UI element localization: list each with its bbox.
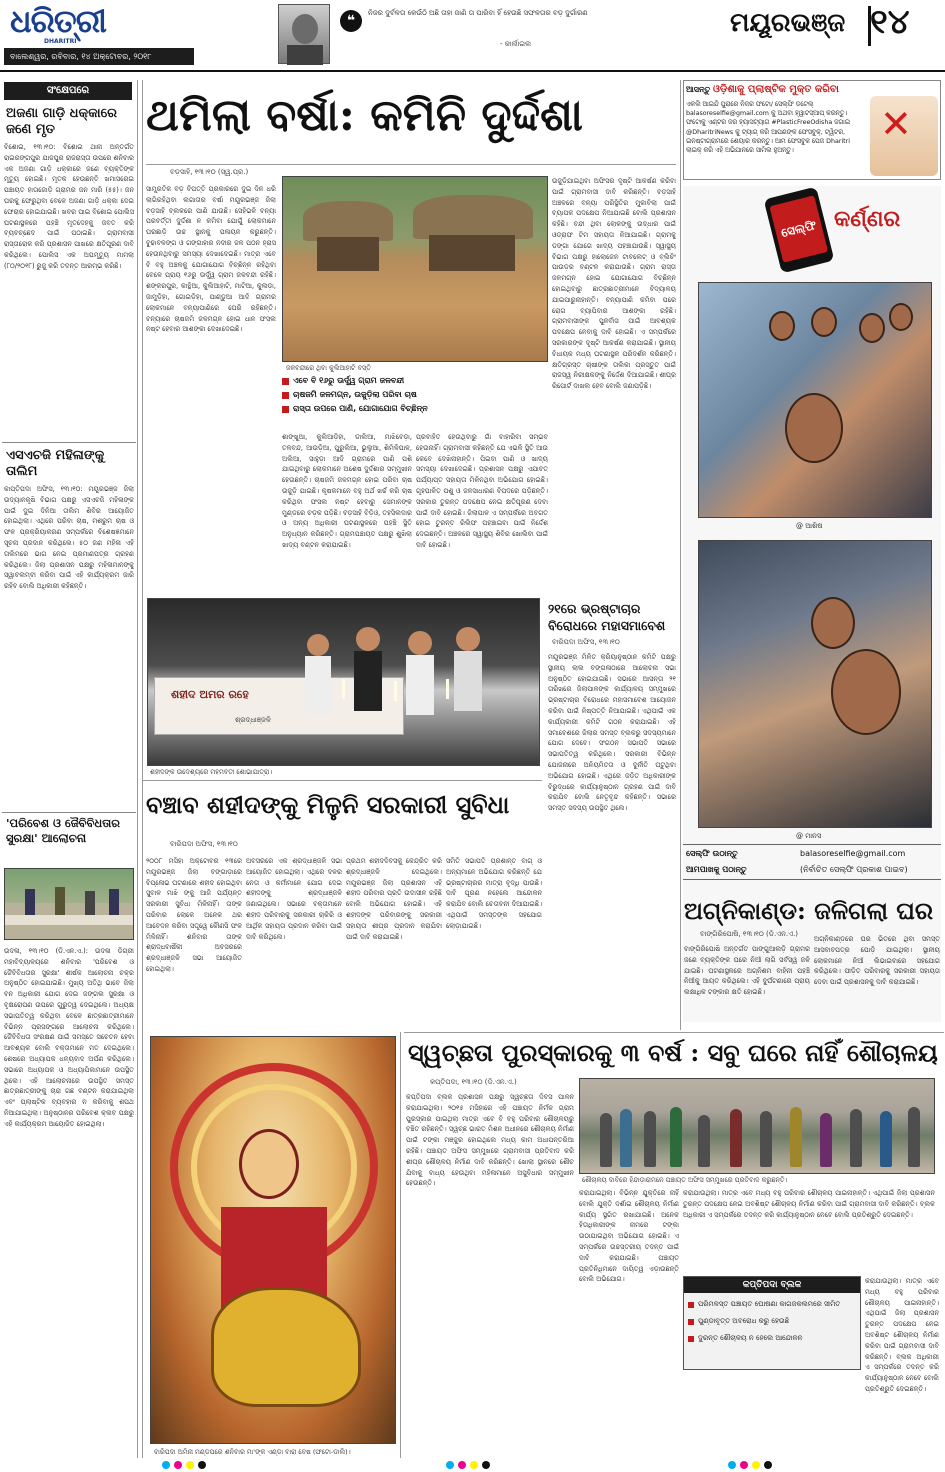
flood-col-1: ସାମ୍ପ୍ରତିକ ବଡ଼ ବିପତ୍ତି ପ୍ରକାରରେ ଦୁଇ ଦିନ ଧରି ଲାଗିରହିଥିବା ଲଗାତାର ବର୍ଷା ମୟୂରଭଞ୍ଜ ଜିଲା ବଡ଼ସାହି ବ୍ଲକରେ ପାଣି ଯାଉଛି। ସେହିଭଳି ବନ୍ୟା ପରବର୍ତ୍ତୀ ଦୁର୍ଦ୍ଦଶା ନ କମିବା ଯୋଗୁଁ ଲୋକମାନେ ଘରଛାଡ଼ି ଉଚ୍ଚ ସ୍ଥାନକୁ ପଳାୟନ କରୁଛନ୍ତି। ବୁଢାବଳଙ୍ଗ ଓ ଗଙ୍ଗାହାର ନଦୀର ଜଳ ପଠନ ହ୍ରାସ ହେଉନଥିବାରୁ ସମସ୍ୟା ଦେଖାଦେଇଛି। ମାତ୍ର ଏବେ ବି ବହୁ ଅଞ୍ଚଳକୁ ଯୋଗାଯୋଗ ବିଚ୍ଛିନ୍ନ ରହିଥିବା ବେଳେ ପ୍ରାୟ ୧୬ରୁ ଊର୍ଦ୍ଧ୍ୱ ଗ୍ରାମ ଜଳବନ୍ଦୀ ରହିଛି। ଶଙ୍କରପୁର, କାନ୍ଥିଆ, କୁଲିଆହାଟି, ମାଟିଆ, କୁଲଡ଼ା, ଜାମୁଡ଼ିହା, ଗୋଇଡ଼ିହା, ପାଣ୍ଡୁଆ ଆଦି ଗ୍ରାମର ଲୋକମାନେ ବନ୍ୟାପାଣିରେ ଘେରି ରହିଛନ୍ତି। ବନ୍ୟାରେ ଚାଷଜମି ଜଳମଗ୍ନ ହୋଇ ଧାନ ଫସଲ ନଷ୍ଟ ହେବାର ଆଶଙ୍କା ଦେଖାଦେଇଛି। [146, 185, 276, 334]
toilet-col-3: କରାଯାଉଥିଲା। ମାତ୍ର ଏବେ ମଧ୍ୟ ବହୁ ପରିବାର ଶୌଚାଳୟ ପାଇନାହାନ୍ତି। ଏଥିପାଇଁ ଜିଲା ପ୍ରଶାସନ ତୁରନ୍ତ ପଦକ୍ଷେପ ନେଇ ଅବଶିଷ୍ଟ ଶୌଚାଳୟ ନିର୍ମାଣ କରିବା ପାଇଁ ଗ୍ରାମବାସୀ ଦାବି କରିଛନ୍ତି। ବ୍ଲକ ଅଧିକାରୀ ଏ ସମ୍ପର୍କରେ ତଦନ୍ତ କରି କାର୍ଯ୍ୟାନୁଷ୍ଠାନ ନେବେ ବୋଲି ପ୍ରତିଶ୍ରୁତି ଦେଇଛନ୍ତି। [683, 1189, 935, 1219]
selfie-banner [700, 190, 930, 270]
toilet-headline: ସ୍ୱଚ୍ଛତା ପୁରସ୍କାରକୁ ୩ ବର୍ଷ : ସବୁ ଘରେ ନାହିଁ ଶୌଚାଳୟ [408, 1038, 938, 1067]
toilet-protest-photo [579, 1078, 935, 1174]
toilet-col-4: କରାଯାଉଥିଲା। ମାତ୍ର ଏବେ ମଧ୍ୟ ବହୁ ପରିବାର ଶୌଚାଳୟ ପାଇନାହାନ୍ତି। ଏଥିପାଇଁ ଜିଲା ପ୍ରଶାସନ ତୁରନ୍ତ ପଦକ୍ଷେପ ନେଇ ଅବଶିଷ୍ଟ ଶୌଚାଳୟ ନିର୍ମାଣ କରିବା ପାଇଁ ଗ୍ରାମବାସୀ ଦାବି କରିଛନ୍ତି। ବ୍ଲକ ଅଧିକାରୀ ଏ ସମ୍ପର୍କରେ ତଦନ୍ତ କରି କାର୍ଯ୍ୟାନୁଷ୍ଠାନ ନେବେ ବୋଲି ପ୍ରତିଶ୍ରୁତି ଦେଇଛନ୍ତି। [865, 1277, 939, 1393]
corner-word: କର୍ଣ୍ଣର [834, 206, 901, 232]
martyr-col-1: ୨୦୦୮ ମସିହା ଅକ୍ଟୋବର ୧୩ରେ ମୟୂରଭଞ୍ଜ ଜିଲା ବଙ୍ଗାଡ଼ାରେ ବିପ୍ଳୋଭ ଘଟଣାରେ ଶହୀଦ ହୋଇଥିବା ସୁବାଳ ମାଝି ଙ୍କୁ ଆଜି ପର୍ଯ୍ୟନ୍ତ ସରକାରୀ ସୁବିଧା ମିଳିନାହିଁ। ତାଙ୍କ ପରିବାର ଲୋକେ ଅନେକ ଥର ଆବେଦନ କରିବା ସତ୍ତ୍ୱେ କୌଣସି ଫଳ ମିଳିନାହିଁ। ଶନିବାର ତାଙ୍କ ଶ୍ରାଦ୍ଧବାର୍ଷିକୀ ଅବସରରେ ଶ୍ରଦ୍ଧାଞ୍ଜଳି ସଭା ଆୟୋଜିତ ହୋଇଥିଲା। [146, 857, 242, 973]
brief-2-body: କାପ୍ତିପଦା ଅଫିସ, ୧୩।୧୦: ମୟୂରଭଞ୍ଜ ଜିଲା ଉଦ୍ୟାନକୃଷି ବିଭାଗ ପକ୍ଷରୁ ଏସଏଚଜି ମହିଳାଙ୍କ ପାଇଁ ଦୁଇ ଦିନିଆ ତାଲିମ ଶିବିର ଆୟୋଜିତ ହୋଇଥିଲା। ଏଥିରେ ପରିବା ଚାଷ, ମଶରୁମ ଚାଷ ଓ ଫଳ ପ୍ରକ୍ରିୟାକରଣ ସମ୍ପର୍କରେ ବିଶେଷଜ୍ଞମାନେ ସୂଚନା ପ୍ରଦାନ କରିଥିଲେ। ୫୦ ଜଣ ମହିଳା ଏହି ତାଲିମରେ ଭାଗ ନେଇ ପ୍ରମାଣପତ୍ର ଗ୍ରହଣ କରିଥିଲେ। ଜିଲା ପ୍ରଶାସନ ପକ୍ଷରୁ ମହିଳାମାନଙ୍କୁ ସ୍ୱାବଲମ୍ବୀ କରିବା ପାଇଁ ଏହି କାର୍ଯ୍ୟକ୍ରମ ଜାରି ରହିବ ବୋଲି ଅଧିକାରୀ କହିଛନ୍ତି। [4, 485, 134, 591]
flood-byline: ବଡ଼ସାହି, ୧୩।୧୦ (ସ୍ୱ.ପ୍ର.) [170, 168, 249, 176]
brief-1-headline: ଅଜଣା ଗାଡ଼ି ଧକ୍କାରେ ଜଣେ ମୃତ [6, 106, 118, 137]
seminar-scene-icon [5, 869, 134, 940]
no-plastic-hands-image [870, 96, 938, 176]
brief-1-body: ବିଶୋଇ, ୧୩।୧୦: ବିଶୋଇ ଥାନା ଅନ୍ତର୍ଗତ ରାଇରଙ୍ଗପୁର ଯାଜପୁର ରାଜରାସ୍ତା ଉପରେ ଶନିବାର ଏକ ଅଜଣା ଗାଡ଼ି ଧକ୍କାରେ ଜଣେ ବ୍ୟକ୍ତିଙ୍କ ମୃତ୍ୟୁ ହୋଇଛି। ମୃତକ ହେଉଛନ୍ତି ଖମାସରେଇ ପଞ୍ଚାୟତ ହାତାଜୋଡ଼ି ଗ୍ରାମର ଜନ ମାରି (୫୫)। ଜନ ଘରକୁ ଫେରୁଥିବା ବେଳେ ଅଜଣା ଗାଡ଼ି ଧକ୍କା ଦେଇ ଫେରାର ହୋଇଯାଇଛି। ଖବର ପାଇ ବିଶୋଇ ପୋଲିସ ଘଟଣାସ୍ଥଳରେ ପହଞ୍ଚି ମୃତଦେହକୁ ଜବତ କରି ବ୍ୟବଚ୍ଛେଦ ପାଇଁ ପଠାଇଛି। ଗ୍ରାମବାସୀ ରାସ୍ତାରୋକ କରି ପ୍ରଶାସନ ପାଖରେ କ୍ଷତିପୂରଣ ଦାବି କରିଥିଲେ। ପୋଲିସ ଏକ ଅପମୃତ୍ୟୁ ମାମଲା (୮୦/୨୦୧୮) ରୁଜୁ କରି ତଦନ୍ତ ଆରମ୍ଭ କରିଛି। [4, 143, 134, 270]
factbox-title: କପ୍ତିପଦା ବ୍ଲକ [684, 1277, 860, 1293]
district-name: ମୟୂରଭଞ୍ଜ [730, 8, 846, 38]
flood-col-3: ପ୍ରବାହିତ ହେଉଥିବାରୁ ଗାଁ ବାହାରିବା ସମ୍ଭବ ହେଉନାହିଁ। ଗ୍ରାମବାସୀ କହିଛନ୍ତି ଯେ ଏଭଳି ସ୍ଥିତି ଆଉ କେବେ ଦେଖିନାହାନ୍ତି। ପିଇବା ପାଣି ଓ ଖାଦ୍ୟ ସମସ୍ୟା ଦେଖାଦେଇଛି। ପ୍ରଶାସନ ପକ୍ଷରୁ ଏଯାବତ୍ ପର୍ଯ୍ୟାପ୍ତ ସହାୟତା ମିଳିନଥିବା ଅଭିଯୋଗ ହୋଇଛି। ଗୃହପାଳିତ ପଶୁ ଓ ଜନସାଧାରଣ ବିପଦରେ ପଡ଼ିଛନ୍ତି। ସରକାର ତୁରନ୍ତ ପଦକ୍ଷେପ ନେଇ କ୍ଷତିପୂରଣ ଦେବା ପାଇଁ ଦାବି ହୋଇଛି। ଜିଲାପାଳ ଏ ସମ୍ପର୍କରେ ଅବଗତ ହୋଇ ତୁରନ୍ତ ରିଲିଫ ପହଞ୍ଚାଇବା ପାଇଁ ନିର୍ଦ୍ଦେଶ ଦେଇଛନ୍ତି। ଅଞ୍ଚଳରେ ସ୍ୱାସ୍ଥ୍ୟ ଶିବିର ଖୋଲିବା ପାଇଁ ଦାବି ହୋଇଛି। [416, 433, 548, 549]
factbox-item: ଦୁରନ୍ତ ଶୌଚାଳୟ ନ ହେଲେ ଆନ୍ଦୋଳନ [684, 1333, 860, 1344]
brief-3-headline: 'ପରିବେଶ ଓ ଜୈବିବିଧତାର ସୁରକ୍ଷା' ଆଲୋଚନା [6, 816, 120, 845]
highlight-item: ଏବେ ବି ୧୬ରୁ ଊର୍ଦ୍ଧ୍ୱ ଗ୍ରାମ ଜଳବନ୍ଦୀ [282, 374, 548, 388]
selfie-photo-1 [698, 282, 932, 518]
promo-heading: ଆସନ୍ତୁ ଓଡ଼ିଶାକୁ ପ୍ଲାଷ୍ଟିକ ମୁକ୍ତ କରିବା [686, 84, 839, 95]
page-number: ୧୪ [870, 2, 910, 42]
flood-photo-caption: ଜଳବନ୍ଦୀରେ ଥିବା କୁଲିଆହାଟି ବସ୍ତି [286, 364, 371, 372]
selfie-2-credit: @ ମାନସ [796, 832, 822, 840]
fire-byline: ବାଙ୍ଗିରିପୋଷି, ୧୩।୧୦ (ଡି.ଏନ.ଏ.) [700, 930, 799, 938]
portrait-icon [279, 5, 331, 65]
martyr-col-2: ଅବସରରେ ଏକ ଶ୍ରଦ୍ଧାଞ୍ଜଳି ସଭା ଆୟୋଜିତ ହୋଇଥିଲା। ଏଥିରେ ଦଳର ନେତା ଓ କର୍ମୀମାନେ ଯୋଗ ଦେଇ ଶହୀଦଙ୍କୁ ଶ୍ରଦ୍ଧାଞ୍ଜଳି ଜଣାଇଥିଲେ। ସଭାରେ ବକ୍ତାମାନେ ଶହୀଦ ପରିବାରକୁ ସରକାରୀ ଚାକିରି ଓ ଆର୍ଥିକ ସହାୟତା ପ୍ରଦାନ କରିବା ପାଇଁ ଦାବି କରିଥିଲେ। [246, 857, 342, 941]
brief-2-headline: ଏସଏଚଜି ମହିଳାଙ୍କୁ ତାଲିମ [6, 448, 105, 479]
fire-col-1: ବାଙ୍ଗିରିପୋଷି ଅନ୍ତର୍ଗତ ପାଙ୍ଗୁଆଲଡ଼ି ଗ୍ରାମର ଜଣେ ବ୍ୟକ୍ତିଙ୍କ ଘରେ ନିଆଁ ଲାଗି ସର୍ବସ୍ୱ ଜଳି ଯାଇଛି। ଘଟଣାସ୍ଥଳରେ ଅଗ୍ନିଶମ ବାହିନୀ ପହଞ୍ଚି ନିଆଁକୁ ଆୟତ କରିଥିଲେ। ଏହି ଦୁର୍ଘଟଣାରେ ପ୍ରାୟ ଲକ୍ଷାଧିକ ଟଙ୍କାର କ୍ଷତି ହୋଇଛି। [684, 945, 810, 997]
quote-author-portrait [278, 4, 330, 64]
quote-text: ନିଜର ଦୁର୍ବଳତା କେଉଁଠି ଅଛି ତାହା ଜାଣି ତା ପାରିବା ହିଁ ହେଉଛି ସଫଳତାର ବଡ଼ ଦୁର୍ଗାରଣ [368, 9, 588, 17]
martyr-headline: ବଞ୍ଚାବ ଶହୀଦଙ୍କୁ ମିଳୁନି ସରକାରୀ ସୁବିଧା [146, 790, 510, 819]
protest-headline: ୨୧ରେ ଭ୍ରଷ୍ଟାଚାର ବିରୋଧରେ ମହାସମାବେଶ [548, 601, 666, 633]
martyr-col-4: ସମିତି ସଭାପତି ପ୍ରଶାନ୍ତ ବାଗ୍ ଓ ଅନ୍ୟମାନେ ଅଭିଯୋଗ କରିଛନ୍ତି ଯେ ଭ୍ରଷ୍ଟାଚାରର ମାତ୍ରା ବୃଦ୍ଧି ପାଉଛି। ଦାବି ପୂରଣ ନହେଲେ ଆନ୍ଦୋଳନ କରାଯିବ ବୋଲି ଚେତାବନୀ ଦିଆଯାଇଛି। ଏଥିପାଇଁ ସମସ୍ତଙ୍କ ସହଯୋଗ ଲୋଡ଼ାଯାଇଛି। [446, 857, 542, 930]
newspaper-logo: ଧରିତ୍ରୀ [10, 2, 106, 40]
print-registration-strip [0, 1458, 945, 1472]
factbox-item: ପରିମଳସ୍ତ ପଞ୍ଚାୟତ ଘୋଷଣା କାଗଜକଲମରେ ସୀମିତ [684, 1299, 860, 1310]
protest-body: ମୟୂରଭଞ୍ଜ ମିଳିତ କ୍ରିୟାନୁଷ୍ଠାନ କମିଟି ପକ୍ଷରୁ ସ୍ଥାନୀୟ ଲାଲ ବଙ୍ଗଳାଠାରେ ଆଲୋଚନା ସଭା ଅନୁଷ୍ଠିତ ହୋଇଯାଇଛି। ସଭାରେ ଆସନ୍ତା ୨୧ ତାରିଖରେ ଜିଲାପାଳଙ୍କ କାର୍ଯ୍ୟାଳୟ ସମ୍ମୁଖରେ ଭ୍ରଷ୍ଟାଚାର ବିରୋଧରେ ମହାସମାବେଶ ଆୟୋଜନ କରିବା ପାଇଁ ନିଷ୍ପତ୍ତି ନିଆଯାଇଛି। ଏଥିପାଇଁ ଏକ କାର୍ଯ୍ୟକାରୀ କମିଟି ଗଠନ କରାଯାଇଛି। ଏହି ସମାବେଶରେ ଜିଲାର ସମସ୍ତ ବ୍ଲକରୁ ସଦସ୍ୟମାନେ ଯୋଗ ଦେବେ। ସଂଗଠନ ସଭାପତି ସଭାରେ ସଭାପତିତ୍ୱ କରିଥିଲେ। ସରକାରୀ ବିଭିନ୍ନ ଯୋଜନାରେ ଅନିୟମିତତା ଓ ଦୁର୍ନୀତି ଘଟୁଥିବା ଅଭିଯୋଗ ହୋଇଛି। ଏଥିରେ ଜଡ଼ିତ ଅଧିକାରୀଙ୍କ ବିରୁଦ୍ଧରେ କାର୍ଯ୍ୟାନୁଷ୍ଠାନ ଗ୍ରହଣ ପାଇଁ ଦାବି କରାଯିବ ବୋଲି ନେତୃବୃନ୍ଦ କହିଛନ୍ତି। ସଭାରେ ସମସ୍ତ ସଦସ୍ୟ ଉପସ୍ଥିତ ଥିଲେ। [548, 653, 676, 813]
fire-col-2: ଅଗ୍ନିକାଣ୍ଡରେ ଘର ଭିତରେ ଥିବା ସମସ୍ତ ଆସବାବପତ୍ର ପୋଡ଼ି ଯାଇଥିଲା। ସ୍ଥାନୀୟ ଲୋକମାନେ ନିଆଁ ଲିଭାଇବାରେ ସହଯୋଗ କରିଥିଲେ। ପୀଡ଼ିତ ପରିବାରକୁ ସରକାରୀ ସହାୟତା ଦେବା ପାଇଁ ପ୍ରଶାସନକୁ ଦାବି କରାଯାଇଛି। [814, 935, 940, 987]
brief-3-body: ଉଦଳା, ୧୩।୧୦ (ଡି.ଏନ.ଏ.): ଉଦଳା ଡିଗ୍ରୀ ମହାବିଦ୍ୟାଳୟରେ ଶନିବାର 'ପରିବେଶ ଓ ଜୈବିବିଧତାର ସୁରକ୍ଷା' ଶୀର୍ଷକ ଆଲୋଚନା ଚକ୍ର ଅନୁଷ୍ଠିତ ହୋଇଯାଇଛି। ମୁଖ୍ୟ ଅତିଥି ଭାବେ ଜିଲା ବନ ଅଧିକାରୀ ଯୋଗ ଦେଇ ଜଙ୍ଗଲ ସୁରକ୍ଷା ଓ ବୃକ୍ଷରୋପଣ ଉପରେ ଗୁରୁତ୍ୱ ଦେଇଥିଲେ। ଅଧ୍ୟକ୍ଷ ସଭାପତିତ୍ୱ କରିଥିବା ବେଳେ ଛାତ୍ରଛାତ୍ରୀମାନେ ବିଭିନ୍ନ ପ୍ରସଙ୍ଗରେ ଆଲୋଚନା କରିଥିଲେ। ଜୈବିବିଧତା ସଂରକ୍ଷଣ ପାଇଁ ସମସ୍ତେ ସଚେତନ ହେବା ଆବଶ୍ୟକ ବୋଲି ବକ୍ତାମାନେ ମତ ଦେଇଥିଲେ। ଶେଷରେ ଅଧ୍ୟାପକ ଧନ୍ୟବାଦ ଅର୍ପଣ କରିଥିଲେ। ସଭାରେ ଅଧ୍ୟାପକ ଓ ଅଧ୍ୟାପିକାମାନେ ଉପସ୍ଥିତ ଥିଲେ। ଏହି ଆଲୋଚନାରେ ଉପସ୍ଥିତ ସମସ୍ତ ଛାତ୍ରଛାତ୍ରୀଙ୍କୁ ଚାରା ଗଛ ବଣ୍ଟନ କରାଯାଇଥିଲା ଏବଂ ପ୍ଲାଷ୍ଟିକ ବ୍ୟବହାର ନ କରିବାକୁ ଶପଥ ନିଆଯାଇଥିଲା। ଅନୁଷ୍ଠାନର ପରିବେଶ କ୍ଲବ ପକ୍ଷରୁ ଏହି କାର୍ଯ୍ୟକ୍ରମ ଆୟୋଜିତ ହୋଇଥିଲା। [4, 947, 134, 1128]
seminar-photo [4, 868, 134, 940]
selfie-contact-label: ସେଲ୍ଫି ଉଠାନ୍ତୁ ଆମପାଖକୁ ପଠାନ୍ତୁ [686, 849, 747, 874]
phone-icon: ସେଲ୍ଫି [764, 187, 835, 274]
section-label: ସଂକ୍ଷେପରେ [4, 82, 132, 100]
flood-col-2: ଶାଙ୍ଖୁଆ, କୁଲିଆଡ଼ିହା, ଡାଲିଆ, ମାଝିବେଡ଼ା, ତଳବନ୍ଦ, ଆଉଡ଼ିଆ, ପୁରୁଲିଆ, ଭୁଲୁଆ, ଶିମିଳିପାଳ, ଅଲିଆ, ସାହୁଡ଼ା ଆଦି ଗ୍ରାମରେ ପାଣି ପଶି ଯାଇଥିବାରୁ ଲୋକମାନେ ଅଶେଷ ଦୁର୍ଦ୍ଦଶାର ସମ୍ମୁଖୀନ ହେଉଛନ୍ତି। ଚାଷଜମି ଜଳମଗ୍ନ ହୋଇ ପରିବା ଚାଷ ଉଜୁଡ଼ି ଯାଇଛି। କୃଷକମାନେ ବହୁ ଅର୍ଥ ଖର୍ଚ୍ଚ କରି ଚାଷ କରିଥିବା ଫସଲ ନଷ୍ଟ ହେବାରୁ ସେମାନଙ୍କ ମୁଣ୍ଡରେ ଚଡ଼କ ପଡ଼ିଛି। ବଡ଼ସାହି ବିଡ଼ିଓ, ତହସିଲଦାର ଓ ଅନ୍ୟ ଅଧିକାରୀ ଘଟଣାସ୍ଥଳରେ ପହଞ୍ଚି ସ୍ଥିତି ଅନୁଧ୍ୟାନ କରିଛନ୍ତି। ଗ୍ରାମପଞ୍ଚାୟତ ପକ୍ଷରୁ ଶୁଖିଲା ଖାଦ୍ୟ ବଣ୍ଟନ କରାଯାଇଛି। [282, 433, 412, 549]
logo-subtitle: DHARITRI [44, 38, 77, 45]
martyr-col-3: ପ୍ରଥମ ଶହୀଦଦିବସକୁ କେନ୍ଦ୍ରିତ କରି ଶ୍ରଦ୍ଧାଞ୍ଜଳି ଦେଇଥିଲେ। ମୟୂରଭଞ୍ଜ ଜିଲା ପ୍ରଶାସନ ଏହି ଶହୀଦ ପରିବାର ପ୍ରତି ଉଦାସୀନ ରହିଛି ବୋଲି ଅଭିଯୋଗ ହୋଇଛି। ଏହି ଶହୀଦଙ୍କ ପରିବାରଙ୍କୁ ସରକାରୀ ସହାୟତା ଶୀଘ୍ର ପ୍ରଦାନ କରାଯିବା ପାଇଁ ଦାବି କରାଯାଇଛି। [346, 857, 442, 941]
toilet-col-2: କରାଯାଇଥିଲା। ବିଭିନ୍ନ ଯୁକ୍ତିରେ ନାହିଁ ବୋଲି ଯୁକ୍ତି ଦର୍ଶାଇ ଶୌଚାଳୟ ନିର୍ମାଣ କାର୍ଯ୍ୟ ସ୍ଥଗିତ ରଖାଯାଇଛି। ଅନେକ ହିତାଧିକାରୀଙ୍କ ନାମରେ ଟଙ୍କା ଉଠାଯାଇଥିବା ଅଭିଯୋଗ ହୋଇଛି। ଏ ସମ୍ପର୍କରେ ଉଚ୍ଚସ୍ତରୀୟ ତଦନ୍ତ ପାଇଁ ଦାବି କରାଯାଇଛି। ପଞ୍ଚାୟତ ପ୍ରତିନିଧିମାନେ ଦାୟିତ୍ୱ ଏଡ଼ାଉଛନ୍ତି ବୋଲି ଅଭିଯୋଗ। [579, 1189, 679, 1284]
selfie-contact-info [800, 846, 940, 878]
cross-icon: ✕ [880, 102, 912, 146]
toilet-factbox [683, 1276, 861, 1370]
martyr-byline: ବାରିପଦା ଅଫିସ, ୧୩।୧୦ [170, 840, 238, 848]
flood-photo [282, 176, 548, 362]
selfie-photo-2 [698, 540, 932, 828]
factbox-item: ପୁଣ୍ଡାବୃତ୍ତ ଅବରୋଧ କରୁ ହେଉଛି [684, 1316, 860, 1327]
toilet-byline: କପ୍ତିପଦା, ୧୩।୧୦ (ଡି.ଏନ.ଏ.) [430, 1078, 517, 1086]
selfie-1-credit: @ ଆଶିଷ [796, 522, 823, 530]
selfie-note: (ନିର୍ବାଚିତ ସେଲ୍ଫି ପ୍ରକାଶ ପାଇବ) [800, 865, 908, 874]
dateline: ବାଲେଶ୍ୱର, ରବିବାର, ୧୪ ଅକ୍ଟୋବର, ୨୦୧୮ [4, 48, 194, 65]
lion-figure [211, 1287, 361, 1407]
flood-headline: ଥମିଲା ବର୍ଷା: କମିନି ଦୁର୍ଦ୍ଦଶା [146, 90, 583, 141]
durga-photo-caption: ବାରିପଦା ଅମିନା ମଣ୍ଡପରେ ଶନିବାର ମା'ଙ୍କ ଏଣ୍ଡା ବାରା ବେଷ (ଫଟୋ-ଡାଲି)। [154, 1448, 351, 1456]
flood-col-4: ଉଜୁଡ଼ିଯାଇଥିବା ଅଫିସର ଦୃଷ୍ଟି ଆକର୍ଷଣ କରିବା ପାଇଁ ଗ୍ରାମବାସୀ ଦାବି କରିଛନ୍ତି। ବଡ଼ସାହି ଅଞ୍ଚଳରେ ବନ୍ୟା ପରିସ୍ଥିତିର ମୁକାବିଲା ପାଇଁ ବ୍ୟାପକ ପଦକ୍ଷେପ ନିଆଯାଇଛି ବୋଲି ପ୍ରଶାସନ କହିଛି। ବନ୍ଦୀ ଥିବା ଲୋକଙ୍କୁ ଉଦ୍ଧାର ପାଇଁ ଓଡ୍ରାଫ ଟିମ ସହାୟତା ନିଆଯାଇଛି। ଗ୍ରାମକୁ ଡଙ୍ଗା ଯୋଗେ ଖାଦ୍ୟ ପହଞ୍ଚାଯାଉଛି। ସ୍ୱାସ୍ଥ୍ୟ ବିଭାଗ ପକ୍ଷରୁ ହାଲୋଜେନ ଟାବଲେଟ୍ ଓ ବ୍ଲିଚିଂ ପାଉଡ଼ର ବଣ୍ଟନ କରାଯାଉଛି। ଗ୍ରାମ ରାସ୍ତା ଜଳମଗ୍ନ ହୋଇ ଯୋଗାଯୋଗ ବିଚ୍ଛିନ୍ନ ହୋଇଥିବାରୁ ଛାତ୍ରଛାତ୍ରୀମାନେ ବିଦ୍ୟାଳୟ ଯାଇପାରୁନାହାନ୍ତି। ବନ୍ୟାପାଣି କମିବା ପରେ ରୋଗ ବ୍ୟାପିବାର ଆଶଙ୍କା ରହିଛି। ଗ୍ରାମବାସୀଙ୍କ ପୁନର୍ବାସ ପାଇଁ ଆବଶ୍ୟକ ପଦକ୍ଷେପ ନେବାକୁ ଦାବି ହୋଇଛି। ଏ ସମ୍ପର୍କରେ ସରକାରଙ୍କ ଦୃଷ୍ଟି ଆକର୍ଷଣ କରାଯାଇଛି। ସ୍ଥାନୀୟ ବିଧାୟକ ମଧ୍ୟ ଘଟଣାସ୍ଥଳ ପରିଦର୍ଶନ କରିଛନ୍ତି। କ୍ଷତିଗ୍ରସ୍ତ ଚାଷୀଙ୍କ ତାଲିକା ପ୍ରସ୍ତୁତ ପାଇଁ ରାଜସ୍ୱ ନିରୀକ୍ଷକଙ୍କୁ ନିର୍ଦ୍ଦେଶ ଦିଆଯାଇଛି। ଶୀଘ୍ର ରିପୋର୍ଟ ଦାଖଲ ହେବ ବୋଲି ଜଣାପଡ଼ିଛି। [552, 177, 676, 391]
quote-icon: ❝ [340, 10, 362, 32]
idol-face [239, 1129, 299, 1199]
promo-text: ଏକଲି ଆଇନ୍ଦି ପୁରାରେ ନିଜର ଫଟୋ/ ସେଲ୍ଫି ଡଟେଲ୍ balasoreselfie@gmail.com କୁ ଅଥବା ହ୍ୱାଟସ୍ଆପ୍ କରନ୍ତୁ। ଫଟୋକୁ ଏଣ୍ଟର ଜର ହ୍ୟାସଟ୍ୟାଗ #PlasticFreeOdisha ଜଗାଇ @DharitriNews କୁ ଟ୍ୟାଗ୍ କରି ଆପଣଙ୍କ ଫେସବୁକ୍, ଟ୍ୱିଟର, ଇନଷ୍ଟାଗ୍ରାମରେ ଶେୟାର କରନ୍ତୁ। ଆମ ଫେସବୁକ ପେଜ Dharitri ଲାଇକ୍ କରି ଏହି ଅଭିଯାନରେ ସାମିଲ ହୁଅନ୍ତୁ। [686, 101, 851, 155]
toilet-col-1: କପ୍ତିପଦା ବ୍ଲକ ପ୍ରଶାସନ ପକ୍ଷରୁ ସ୍ୱଚ୍ଛତା ଦିବସ ପାଳନ କରାଯାଇଥିଲା। ୨୦୧୫ ମସିହାରେ ଏହି ପଞ୍ଚାୟତ ନିର୍ମଳ ଗ୍ରାମ ପୁରସ୍କାର ପାଇଥିଲା ମାତ୍ର ଏବେ ବି ବହୁ ପରିବାର ଶୌଚାଳୟରୁ ବଞ୍ଚିତ ରହିଛନ୍ତି। ସ୍ୱଚ୍ଛ ଭାରତ ମିଶନ ଅଧୀନରେ ଶୌଚାଳୟ ନିର୍ମାଣ ପାଇଁ ଟଙ୍କା ମଞ୍ଜୁର ହୋଇଥିଲେ ମଧ୍ୟ କାମ ଅଧାପନ୍ତରିଆ ରହିଛି। ପଞ୍ଚାୟତ ଅଫିସ ସମ୍ମୁଖରେ ଗ୍ରାମବାସୀ ପ୍ରତିବାଦ କରି ଶୀଘ୍ର ଶୌଚାଳୟ ନିର୍ମାଣ ଦାବି କରିଛନ୍ତି। ଖୋଲା ସ୍ଥାନରେ ଶୌଚ ଯିବାକୁ ବାଧ୍ୟ ହେଉଥିବା ମହିଳାମାନେ ଅସୁବିଧାର ସମ୍ମୁଖୀନ ହେଉଛନ୍ତି। [406, 1093, 574, 1188]
memorial-banner: ଶହୀଦ ଅମର ରହେ ଶ୍ରଦ୍ଧାଞ୍ଜଳି [154, 677, 404, 735]
durga-idol-photo [150, 1036, 396, 1444]
fire-headline: ଅଗ୍ନିକାଣ୍ଡ: ଜଳିଗଲା ଘର [684, 896, 934, 925]
protest-byline: ବାରିପଦା ଅଫିସ, ୧୩।୧୦ [552, 638, 620, 646]
highlight-item: ଚାଷଜମି ଜଳମଗ୍ନ, ଉଜୁଡ଼ିଲା ପରିବା ଚାଷ [282, 388, 548, 402]
quote-author: - କାର୍ଲାଇଲ [500, 40, 532, 48]
candle-march-photo [147, 598, 540, 766]
crowd-icon [148, 599, 540, 766]
candle-photo-caption: ଶହୀଦଙ୍କ ଉଦେଶ୍ୟରେ ମହମବତୀ ଶୋଭାଯାତ୍ରା। [150, 768, 273, 776]
flood-highlights [282, 374, 548, 430]
highlight-item: ରାସ୍ତା ଉପରେ ପାଣି, ଯୋଗାଯୋଗ ବିଚ୍ଛିନ୍ନ [282, 402, 548, 416]
selfie-email[interactable]: balasoreselfie@gmail.com [800, 849, 906, 858]
toilet-photo-caption: ଶୌଚାଳୟ ଦାବିରେ ହିନ୍ଦାଡ଼ାରାମନେ ପଞ୍ଚାୟତ ଅଫିସ ସମ୍ମୁଖରେ ପ୍ରତିବାଦ କରୁଛନ୍ତି। [582, 1176, 788, 1184]
